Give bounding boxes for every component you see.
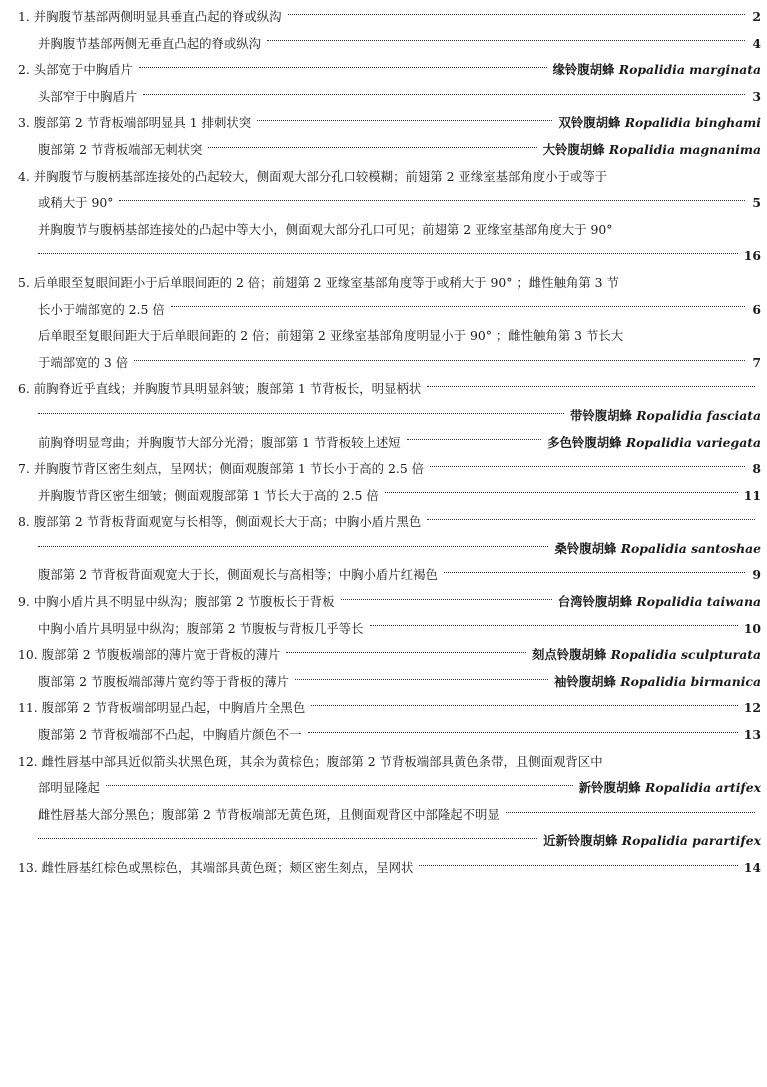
key-line-text: 腹部第 2 节背板端部不凸起，中胸盾片颜色不一 (38, 727, 302, 743)
dot-leader (385, 492, 738, 493)
dot-leader (119, 200, 745, 201)
dot-leader (286, 652, 526, 653)
dot-leader (341, 599, 552, 600)
key-line-text: 并胸腹节背区密生细皱；侧面观腹部第 1 节长大于高的 2.5 倍 (38, 487, 379, 503)
goto-couplet-number: 6 (752, 301, 761, 317)
key-line-text: 腹部第 2 节背板背面观宽大于长，侧面观长与高相等；中胸小盾片红褐色 (38, 567, 438, 583)
key-line (18, 749, 761, 776)
species-name (554, 669, 761, 696)
key-line (18, 616, 761, 643)
dot-leader (267, 40, 745, 41)
species-chinese-name: 双铃腹胡蜂 (558, 115, 621, 131)
key-line (18, 137, 761, 164)
species-chinese-name: 缘铃腹胡蜂 (552, 62, 615, 78)
species-scientific-name: Ropalidia birmanica (620, 673, 761, 689)
key-line-text: 13. 雌性唇基红棕色或黑棕色，其端部具黄色斑；颊区密生刻点，呈网状 (18, 860, 414, 875)
key-line (18, 57, 761, 84)
dot-leader (134, 360, 745, 361)
goto-couplet-number: 8 (752, 461, 761, 477)
key-line-text: 2. 头部宽于中胸盾片 (18, 62, 133, 78)
species-name (543, 828, 761, 855)
key-line (18, 430, 761, 457)
species-chinese-name: 大铃腹胡蜂 (542, 141, 605, 157)
key-line-text: 11. 腹部第 2 节背板端部明显凸起，中胸盾片全黑色 (18, 700, 306, 716)
species-name (553, 57, 762, 84)
key-line (18, 270, 761, 297)
dot-leader (38, 413, 564, 414)
dot-leader (38, 546, 548, 547)
key-line-text: 雌性唇基大部分黑色；腹部第 2 节背板端部无黄色斑，且侧面观背区中部隆起不明显 (38, 806, 500, 822)
species-scientific-name: Ropalidia binghami (624, 115, 761, 131)
species-scientific-name: Ropalidia variegata (625, 434, 761, 450)
species-name (543, 137, 761, 164)
key-line (18, 217, 761, 244)
key-line-text: 长小于端部宽的 2.5 倍 (38, 301, 165, 317)
dot-leader (427, 386, 755, 387)
species-scientific-name: Ropalidia sculpturata (610, 647, 761, 663)
species-scientific-name: Ropalidia parartifex (621, 833, 761, 849)
species-chinese-name: 台湾铃腹胡蜂 (557, 594, 633, 610)
goto-couplet-number: 13 (743, 727, 761, 743)
species-chinese-name: 近新铃腹胡蜂 (543, 833, 618, 849)
key-line-text: 于端部宽的 3 倍 (38, 354, 129, 370)
dot-leader (288, 14, 745, 15)
key-line (18, 536, 761, 563)
dot-leader (139, 67, 547, 68)
key-line (18, 722, 761, 749)
goto-couplet-number: 5 (752, 195, 761, 211)
dot-leader (444, 572, 745, 573)
species-scientific-name: Ropalidia fasciata (636, 407, 761, 423)
dot-leader (171, 306, 745, 307)
goto-couplet-number: 12 (743, 700, 761, 716)
key-line-text: 前胸脊明显弯曲；并胸腹节大部分光滑；腹部第 1 节背板较上述短 (38, 434, 401, 450)
dot-leader (370, 625, 738, 626)
key-line (18, 84, 761, 111)
key-line-text: 12. 雌性唇基中部具近似箭头状黑色斑，其余为黄棕色；腹部第 2 节背板端部具黄色条带，且侧面观背区中 (18, 753, 603, 769)
dot-leader (308, 732, 738, 733)
dot-leader (419, 865, 737, 866)
key-line (18, 31, 761, 58)
key-line (18, 190, 761, 217)
key-line (18, 456, 761, 483)
species-chinese-name: 桑铃腹胡蜂 (554, 540, 617, 556)
dot-leader (311, 705, 738, 706)
key-line (18, 775, 761, 802)
species-chinese-name: 新铃腹胡蜂 (578, 780, 641, 796)
goto-couplet-number: 10 (743, 620, 761, 636)
species-name (570, 403, 761, 430)
key-line (18, 323, 761, 350)
dot-leader (430, 466, 745, 467)
key-line-text: 1. 并胸腹节基部两侧明显具垂直凸起的脊或纵沟 (18, 9, 282, 24)
dot-leader (208, 147, 536, 148)
key-line-text: 腹部第 2 节背板端部无刺状突 (38, 141, 203, 157)
goto-couplet-number: 9 (752, 567, 761, 583)
dot-leader (427, 519, 755, 520)
key-line (18, 855, 761, 882)
species-name (579, 775, 761, 802)
key-line (18, 669, 761, 696)
goto-couplet-number: 4 (752, 35, 761, 51)
key-line (18, 802, 761, 829)
key-line (18, 642, 761, 669)
key-line-text: 8. 腹部第 2 节背板背面观宽与长相等，侧面观长大于高；中胸小盾片黑色 (18, 514, 422, 530)
species-scientific-name: Ropalidia marginata (618, 62, 761, 78)
species-name (547, 430, 761, 457)
key-line (18, 483, 761, 510)
species-scientific-name: Ropalidia santoshae (620, 540, 761, 556)
key-line-text: 部明显隆起 (38, 780, 100, 796)
species-name (554, 536, 761, 563)
dot-leader (143, 94, 745, 95)
species-name (558, 110, 761, 137)
goto-couplet-number: 2 (752, 9, 761, 24)
key-line (18, 562, 761, 589)
key-line (18, 110, 761, 137)
goto-couplet-number: 14 (743, 860, 761, 875)
goto-couplet-number: 16 (743, 248, 761, 264)
dot-leader (506, 812, 755, 813)
key-line (18, 164, 761, 191)
key-line-text: 9. 中胸小盾片具不明显中纵沟；腹部第 2 节腹板长于背板 (18, 594, 335, 610)
key-line-text: 5. 后单眼至复眼间距小于后单眼间距的 2 倍；前翅第 2 亚缘室基部角度等于或稍大于 90° ；雌性触角第 3 节 (18, 274, 619, 290)
species-chinese-name: 带铃腹胡蜂 (569, 407, 632, 423)
key-line-text: 10. 腹部第 2 节腹板端部的薄片宽于背板的薄片 (18, 647, 281, 663)
species-scientific-name: Ropalidia taiwana (636, 594, 761, 610)
species-scientific-name: Ropalidia magnanima (608, 141, 761, 157)
dot-leader (407, 439, 541, 440)
species-name (558, 589, 761, 616)
key-line-text: 7. 并胸腹节背区密生刻点，呈网状；侧面观腹部第 1 节长小于高的 2.5 倍 (18, 461, 425, 477)
key-line-text: 4. 并胸腹节与腹柄基部连接处的凸起较大，侧面观大部分孔口较模糊；前翅第 2 亚缘室基部角度小于或等于 (18, 168, 608, 184)
key-line (18, 695, 761, 722)
dot-leader (106, 785, 573, 786)
key-line-text: 并胸腹节与腹柄基部连接处的凸起中等大小，侧面观大部分孔口可见；前翅第 2 亚缘室基部角度大于 90° (38, 221, 613, 237)
dot-leader (295, 679, 548, 680)
species-chinese-name: 袖铃腹胡蜂 (554, 673, 616, 689)
species-name (532, 642, 761, 669)
dot-leader (38, 838, 537, 839)
key-line-text: 头部窄于中胸盾片 (38, 88, 138, 104)
key-line (18, 509, 761, 536)
goto-couplet-number: 11 (743, 487, 761, 503)
dot-leader (38, 253, 738, 254)
goto-couplet-number: 7 (752, 354, 761, 370)
key-line (18, 403, 761, 430)
species-chinese-name: 多色铃腹胡蜂 (547, 434, 622, 450)
species-chinese-name: 刻点铃腹胡蜂 (532, 647, 607, 663)
key-line (18, 243, 761, 270)
key-line-text: 3. 腹部第 2 节背板端部明显具 1 排刺状突 (18, 115, 252, 131)
key-line-text: 中胸小盾片具明显中纵沟；腹部第 2 节腹板与背板几乎等长 (38, 620, 364, 636)
key-line-text: 腹部第 2 节腹板端部薄片宽约等于背板的薄片 (38, 673, 290, 689)
goto-couplet-number: 3 (752, 88, 761, 104)
key-line (18, 297, 761, 324)
key-line (18, 350, 761, 377)
key-line-text: 或稍大于 90° (38, 195, 114, 211)
dot-leader (257, 120, 552, 121)
species-scientific-name: Ropalidia artifex (645, 780, 761, 796)
key-line (18, 828, 761, 855)
key-line (18, 376, 761, 403)
key-line (18, 4, 761, 31)
key-line-text: 并胸腹节基部两侧无垂直凸起的脊或纵沟 (38, 35, 262, 51)
key-line-text: 后单眼至复眼间距大于后单眼间距的 2 倍；前翅第 2 亚缘室基部角度明显小于 90° ；雌性触角第 3 节长大 (38, 328, 624, 344)
key-line (18, 589, 761, 616)
key-line-text: 6. 前胸脊近乎直线；并胸腹节具明显斜皱；腹部第 1 节背板长，明显柄状 (18, 381, 422, 397)
